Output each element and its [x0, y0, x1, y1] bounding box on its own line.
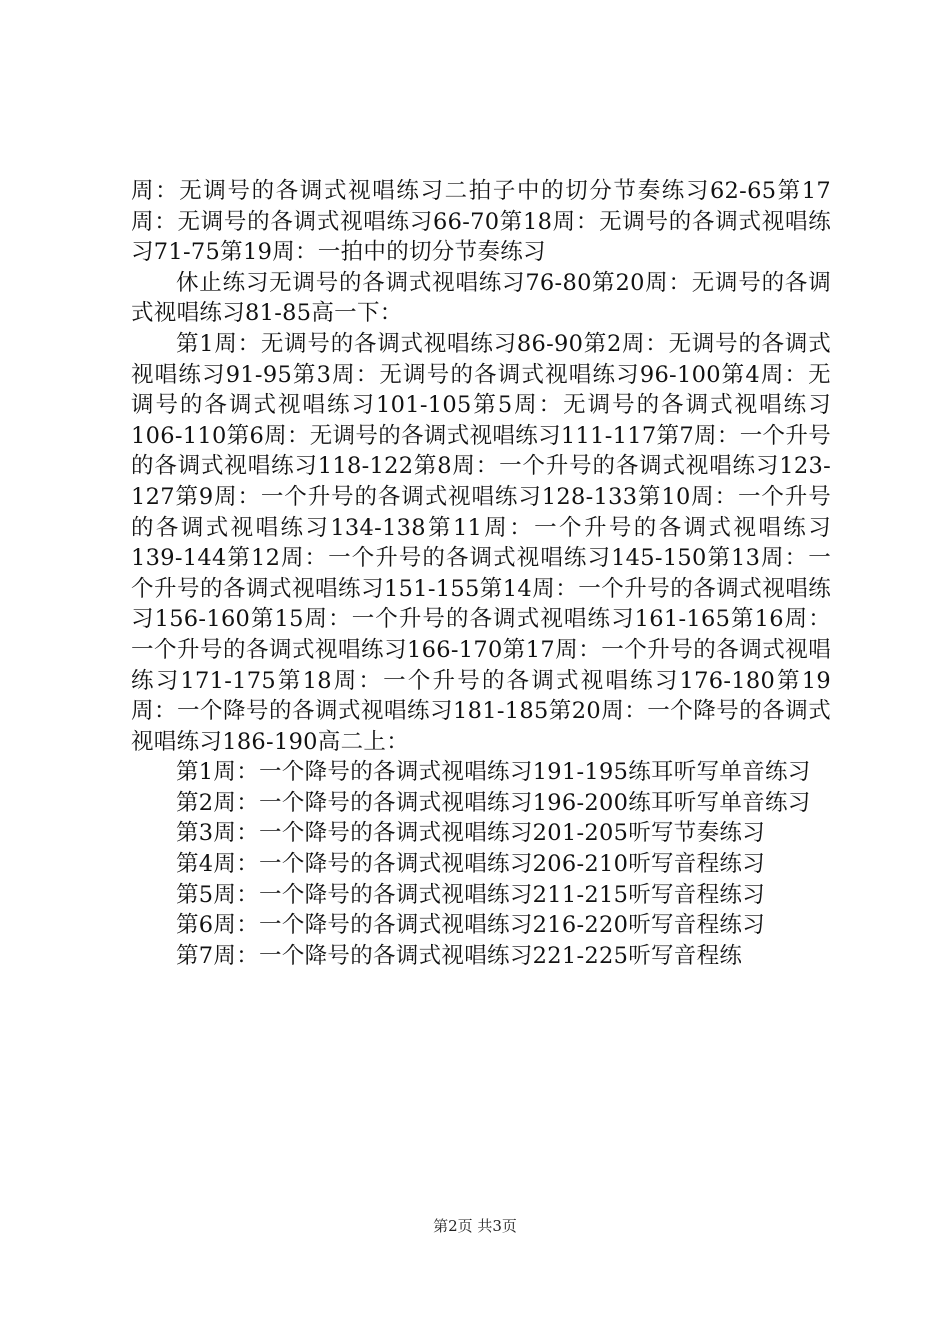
- paragraph-10: 第7周：一个降号的各调式视唱练习221-225听写音程练: [176, 942, 743, 969]
- paragraph-2: 休止练习无调号的各调式视唱练习76-80第20周：无调号的各调式视唱练习81-85高一下：: [131, 269, 831, 327]
- paragraph-5: 第2周：一个降号的各调式视唱练习196-200练耳听写单音练习: [176, 789, 811, 816]
- paragraph-3: 第1周：无调号的各调式视唱练习86-90第2周：无调号的各调式视唱练习91-95第3周：无调号的各调式视唱练习96-100第4周：无调号的各调式视唱练习101-105第5周：无调号的各调式视唱练习106-110第6周：无调号的各调式视唱练习111-117第7周：一个升号的各调式视唱练习118-122第8周：一个升号的各调式视唱练习123-127第9周：一个升号的各调式视唱练习128-133第10周：一个升号的各调式视唱练习134-138第11周：一个升号的各调式视唱练习139-144第12周：一个升号的各调式视唱练习145-150第13周：一个升号的各调式视唱练习151-155第14周：一个升号的各调式视唱练习156-160第15周：一个升号的各调式视唱练习161-165第16周：一个升号的各调式视唱练习166-170第17周：一个升号的各调式视唱练习171-175第18周：一个升号的各调式视唱练习176-180第19周：一个降号的各调式视唱练习181-185第20周：一个降号的各调式视唱练习186-190高二上：: [131, 330, 831, 755]
- paragraph-9: 第6周：一个降号的各调式视唱练习216-220听写音程练习: [176, 912, 766, 939]
- document-body: [131, 176, 831, 971]
- paragraph-6: 第3周：一个降号的各调式视唱练习201-205听写节奏练习: [176, 820, 766, 847]
- page-number-footer: 第2页 共3页: [433, 1217, 517, 1235]
- paragraph-7: 第4周：一个降号的各调式视唱练习206-210听写音程练习: [176, 851, 766, 878]
- paragraph-1: 周：无调号的各调式视唱练习二拍子中的切分节奏练习62-65第17周：无调号的各调式视唱练习66-70第18周：无调号的各调式视唱练习71-75第19周：一拍中的切分节奏练习: [131, 178, 831, 266]
- paragraph-4: 第1周：一个降号的各调式视唱练习191-195练耳听写单音练习: [176, 759, 811, 786]
- paragraph-8: 第5周：一个降号的各调式视唱练习211-215听写音程练习: [176, 881, 766, 908]
